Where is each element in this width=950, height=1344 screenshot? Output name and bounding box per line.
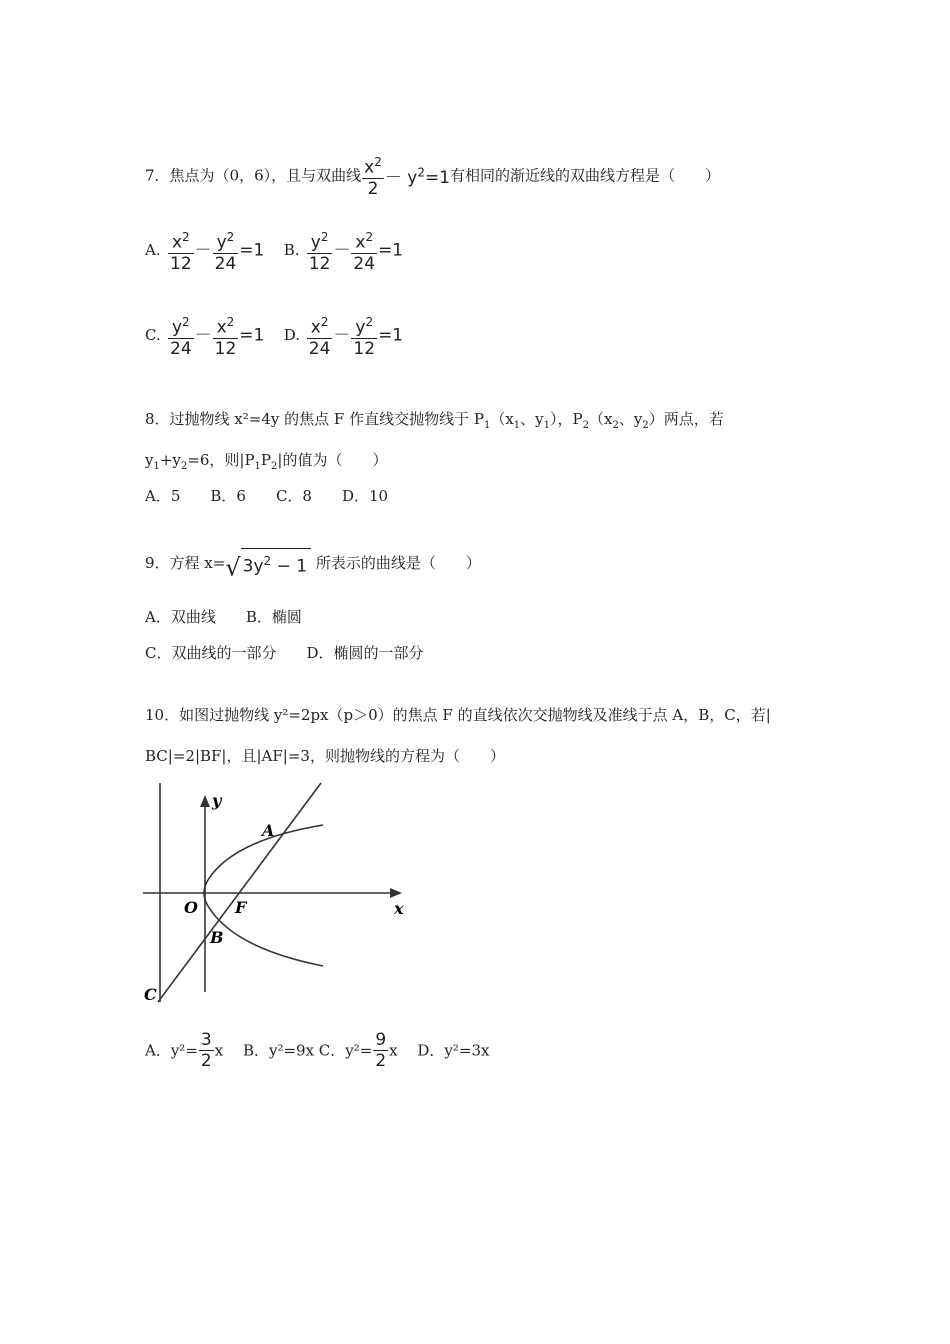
sub: 1 (254, 461, 261, 472)
q9-suffix: 所表示的曲线是（ ） (311, 553, 481, 572)
q7-a-frac1 (168, 227, 194, 274)
sub: 2 (642, 420, 649, 431)
q9-stem (145, 548, 481, 582)
label-A: A (262, 821, 275, 840)
sq: 2 (374, 155, 382, 169)
den: 2 (375, 1051, 387, 1071)
den: 2 (200, 1051, 212, 1071)
eq-one: =1 (239, 240, 265, 261)
q7-b-frac1 (307, 227, 333, 274)
num: y (355, 317, 366, 338)
q8-line-2 (145, 450, 387, 477)
den: 12 (170, 253, 192, 274)
label-C: C (144, 985, 157, 1004)
den: 24 (353, 253, 376, 274)
q7-given-tail-text: － y (384, 168, 418, 189)
num: x (355, 232, 366, 253)
sub: 2 (180, 461, 188, 472)
sub: 1 (153, 461, 160, 472)
q8-line1-f: 、y (618, 410, 643, 428)
den: 12 (214, 338, 237, 359)
q7-option-d-label: D. (283, 326, 301, 345)
sq: 2 (320, 315, 329, 329)
x-axis-arrow (390, 888, 402, 898)
q7-given-num: x (364, 157, 375, 178)
sq: 2 (417, 165, 425, 180)
sq: 2 (365, 230, 374, 244)
q8-line2-a: y (145, 451, 154, 469)
q7-suffix: 有相同的渐近线的双曲线方程是（ ） (450, 166, 721, 185)
label-y: y (212, 791, 222, 810)
label-O: O (184, 898, 198, 917)
q7-b-frac2 (351, 227, 377, 274)
sq: 2 (226, 315, 235, 329)
label-F: F (235, 898, 247, 917)
q9-radicand-tail: − 1 (271, 556, 308, 577)
q8-line1-d: ），P (550, 410, 583, 428)
sub: 1 (483, 420, 491, 431)
q7-options-row-2 (145, 312, 403, 359)
minus: － (194, 325, 212, 346)
q7-given-eq: =1 (424, 168, 451, 189)
sub: 1 (543, 420, 551, 431)
sub: 2 (582, 420, 589, 431)
q10-opt-a: A．y²= (145, 1041, 198, 1060)
num: y (171, 317, 183, 338)
num: x (171, 232, 183, 253)
q10-figure (138, 780, 418, 1010)
q9-radicand: 3y (242, 556, 264, 577)
q8-line-1 (145, 409, 724, 436)
q7-d-frac2 (351, 312, 377, 359)
num: 9 (375, 1030, 387, 1050)
q8-line2-c: =6，则|P (187, 451, 255, 469)
q9-options-row-1: A．双曲线 B．椭圆 (145, 608, 302, 626)
q8-line1-e: （x (589, 410, 613, 428)
q10-opt-a-frac (199, 1030, 214, 1071)
radical-sign: √ (225, 553, 241, 582)
q10-line-2: BC|=2|BF|，且|AF|=3，则抛物线的方程为（ ） (145, 747, 505, 765)
q7-stem (145, 152, 720, 199)
eq-one: =1 (378, 240, 404, 261)
q8-line2-b: +y (159, 451, 181, 469)
den: 24 (214, 253, 237, 274)
q8-line2-d: P (260, 451, 272, 469)
q8-line1-c: 、y (520, 410, 544, 428)
q7-given-den: 2 (362, 178, 384, 199)
sub: 2 (612, 420, 619, 431)
y-axis-arrow (200, 795, 210, 807)
den: 12 (308, 253, 331, 274)
q7-option-d (284, 312, 403, 359)
q10-opt-d: D．y²=3x (397, 1041, 490, 1060)
den: 24 (170, 338, 192, 359)
q10-opt-b: B．y²=9x C．y²= (223, 1041, 373, 1060)
eq-one: =1 (239, 325, 265, 346)
minus: － (333, 325, 351, 346)
label-x: x (394, 899, 404, 918)
q8-line2-e: |的值为（ ） (277, 451, 388, 469)
q7-d-frac1 (307, 312, 333, 359)
q7-option-c-label: C. (145, 326, 161, 345)
eq-one: =1 (378, 325, 404, 346)
minus: － (333, 240, 351, 261)
sq: 2 (320, 230, 329, 244)
q7-options-row-1 (145, 227, 403, 274)
q7-option-b-label: B. (283, 241, 300, 260)
q9-prefix: 9．方程 x= (145, 553, 226, 572)
q8-line1-b: （x (490, 410, 514, 428)
q7-prefix: 7．焦点为（0，6），且与双曲线 (145, 166, 362, 185)
num: x (310, 317, 321, 338)
den: 12 (353, 338, 376, 359)
num: y (216, 232, 227, 253)
sub: 2 (271, 461, 278, 472)
q7-given-tail (384, 165, 451, 189)
q7-option-c (145, 312, 279, 359)
q10-opt-c-frac (373, 1030, 388, 1071)
sq: 2 (182, 230, 190, 244)
label-B: B (210, 928, 224, 947)
sq: 2 (365, 315, 374, 329)
q10-opt-c-post: x (389, 1041, 398, 1060)
num: x (216, 317, 227, 338)
num: y (310, 232, 321, 253)
q8-line1-a: 8．过抛物线 x²=4y 的焦点 F 作直线交抛物线于 P (145, 410, 484, 428)
q8-line1-g: ）两点，若 (648, 410, 724, 428)
q7-c-frac2 (213, 312, 239, 359)
den: 24 (308, 338, 331, 359)
q9-sqrt (225, 548, 311, 582)
q10-opt-a-post: x (214, 1041, 224, 1060)
q9-options-row-2: C．双曲线的一部分 D．椭圆的一部分 (145, 644, 424, 662)
sq: 2 (182, 315, 190, 329)
sq: 2 (263, 554, 272, 568)
sub: 1 (513, 420, 521, 431)
sq: 2 (226, 230, 235, 244)
q7-a-frac2 (213, 227, 239, 274)
q8-options: A．5 B．6 C．8 D．10 (145, 487, 389, 505)
minus: － (194, 240, 212, 261)
q10-options (145, 1030, 490, 1071)
q7-c-frac1 (168, 312, 194, 359)
q7-option-a (145, 227, 279, 274)
num: 3 (200, 1030, 212, 1050)
q7-option-b (284, 227, 403, 274)
q7-option-a-label: A. (145, 241, 161, 260)
q7-given-fraction (362, 152, 384, 199)
q10-line-1: 10．如图过抛物线 y²=2px（p＞0）的焦点 F 的直线依次交抛物线及准线于点 A，B，C，若| (145, 706, 771, 724)
